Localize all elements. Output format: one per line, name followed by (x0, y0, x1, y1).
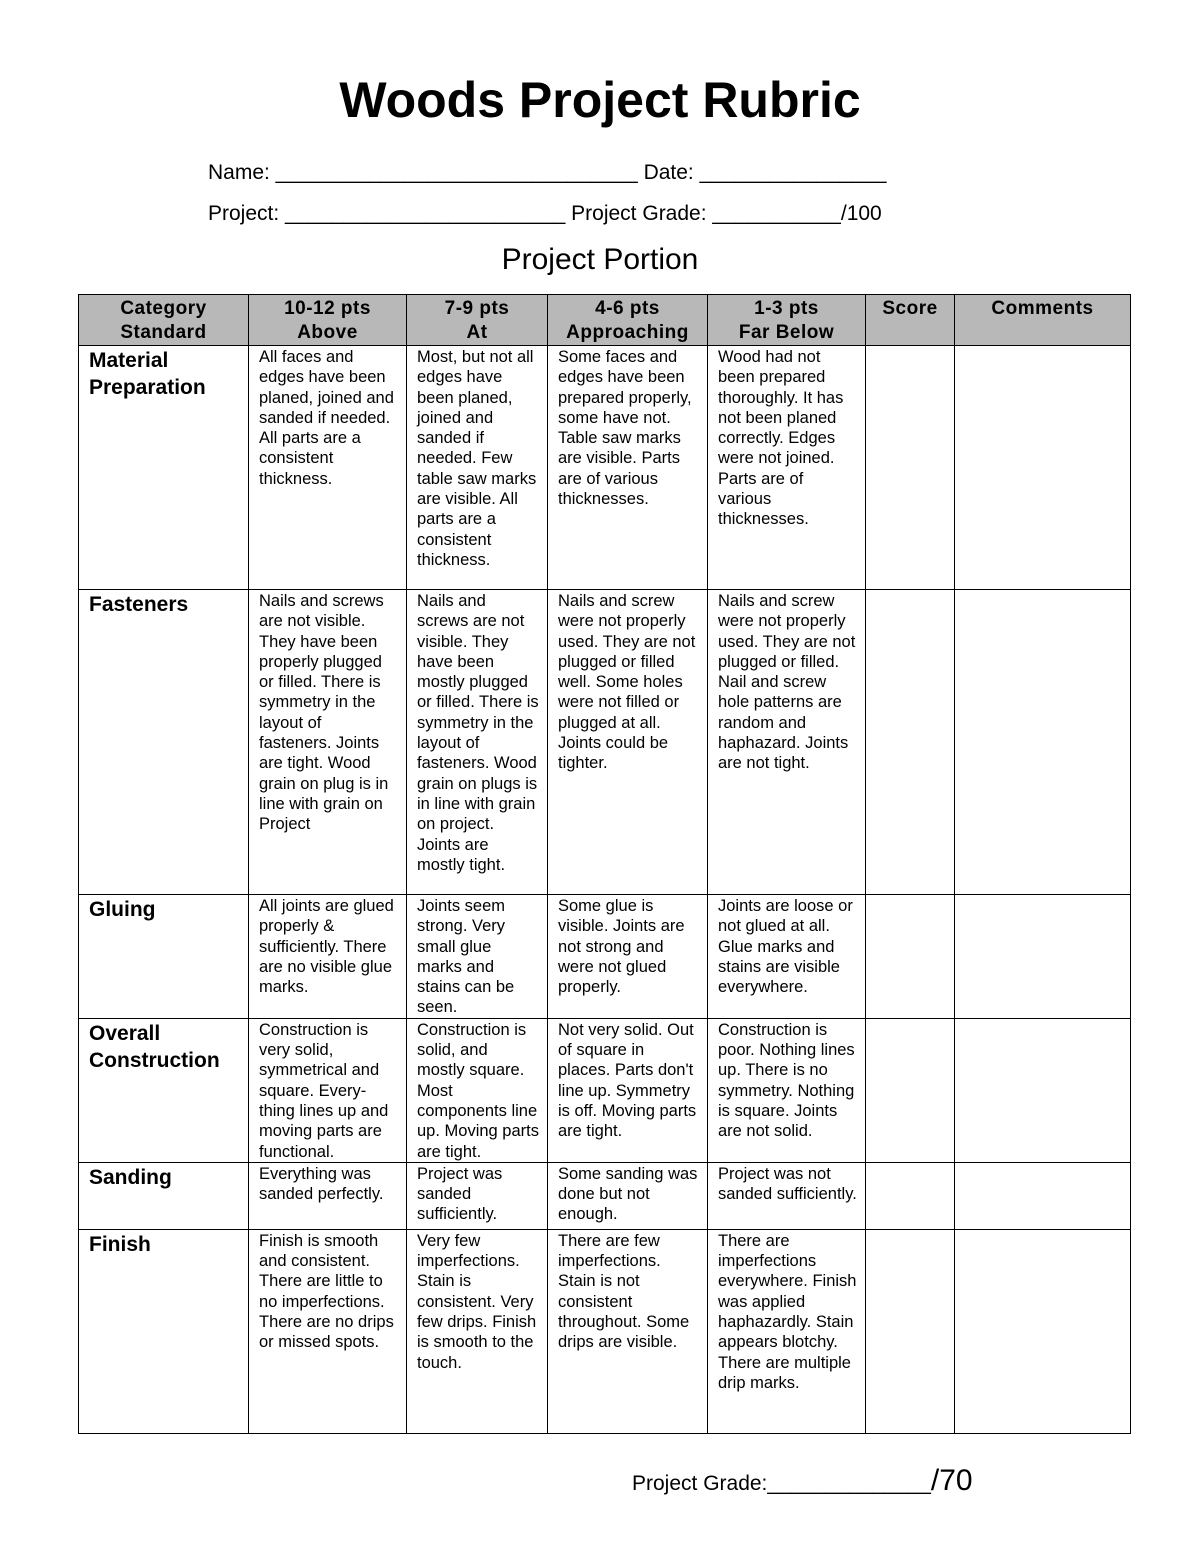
category-cell: Gluing (79, 895, 249, 1019)
at-cell: Nails and screws are not visible. They have been mostly plugged or filled. There is symmetry in the layout of fasteners. Wood grain on plugs is in line with grain on project. Joints are mostly tight. (407, 590, 548, 895)
table-row (79, 346, 1131, 590)
approaching-cell: Nails and screw were not properly used. They are not plugged or filled well. Some holes were not filled or plugged at all. Joints could be tighter. (548, 590, 708, 895)
page-title: Woods Project Rubric (339, 72, 861, 128)
bottom-grade-total: /70 (930, 1464, 973, 1497)
header-far-below: 1-3 pts Far Below (708, 295, 866, 346)
table-row (79, 1229, 1131, 1433)
at-cell: Construction is solid, and mostly square. Most components line up. Moving parts are tight. (407, 1018, 548, 1162)
score-cell[interactable] (866, 1162, 955, 1229)
header-comments: Comments (955, 295, 1131, 346)
header-approaching: 4-6 pts Approaching (548, 295, 708, 346)
approaching-cell: Some glue is visible. Joints are not strong and were not glued properly. (548, 895, 708, 1019)
table-row (79, 1018, 1131, 1162)
above-cell: Finish is smooth and consistent. There are little to no imperfections. There are no drips or missed spots. (249, 1229, 407, 1433)
above-cell: All faces and edges have been planed, joined and sanded if needed. All parts are a consistent thickness. (249, 346, 407, 590)
header-row (79, 295, 1131, 346)
comments-cell[interactable] (955, 346, 1131, 590)
far-below-cell: Nails and screw were not properly used. They are not plugged or filled. Nail and screw hole patterns are random and haphazard. Joints are not tight. (708, 590, 866, 895)
at-cell: Most, but not all edges have been planed, joined and sanded if needed. Few table saw marks are visible. All parts are a consistent thickness. (407, 346, 548, 590)
category-cell: Sanding (79, 1162, 249, 1229)
approaching-cell: Some faces and edges have been prepared properly, some have not. Table saw marks are visible. Parts are of various thicknesses. (548, 346, 708, 590)
approaching-cell: Not very solid. Out of square in places. Parts don't line up. Symmetry is off. Moving parts are tight. (548, 1018, 708, 1162)
score-cell[interactable] (866, 1018, 955, 1162)
table-row (79, 1162, 1131, 1229)
project-grade-line: Project: ________________________ Project Grade: ___________/100 (208, 202, 882, 225)
category-cell: Fasteners (79, 590, 249, 895)
comments-cell[interactable] (955, 1162, 1131, 1229)
header-category: Category Standard (79, 295, 249, 346)
score-cell[interactable] (866, 346, 955, 590)
header-score: Score (866, 295, 955, 346)
category-cell: Overall Construction (79, 1018, 249, 1162)
far-below-cell: Wood had not been prepared thoroughly. It has not been planed correctly. Edges were not joined. Parts are of various thicknesses. (708, 346, 866, 590)
bottom-project-grade (632, 1466, 973, 1499)
approaching-cell: Some sanding was done but not enough. (548, 1162, 708, 1229)
header-above: 10-12 pts Above (249, 295, 407, 346)
far-below-cell: Construction is poor. Nothing lines up. There is no symmetry. Nothing is square. Joints are not solid. (708, 1018, 866, 1162)
category-cell: Material Preparation (79, 346, 249, 590)
comments-cell[interactable] (955, 1018, 1131, 1162)
above-cell: All joints are glued properly & sufficiently. There are no visible glue marks. (249, 895, 407, 1019)
comments-cell[interactable] (955, 590, 1131, 895)
bottom-grade-label: Project Grade:______________ (632, 1472, 931, 1495)
at-cell: Project was sanded sufficiently. (407, 1162, 548, 1229)
score-cell[interactable] (866, 1229, 955, 1433)
far-below-cell: Joints are loose or not glued at all. Glue marks and stains are visible everywhere. (708, 895, 866, 1019)
above-cell: Construction is very solid, symmetrical and square. Every-thing lines up and moving parts are functional. (249, 1018, 407, 1162)
above-cell: Everything was sanded perfectly. (249, 1162, 407, 1229)
at-cell: Joints seem strong. Very small glue marks and stains can be seen. (407, 895, 548, 1019)
at-cell: Very few imperfections. Stain is consistent. Very few drips. Finish is smooth to the touch. (407, 1229, 548, 1433)
far-below-cell: Project was not sanded sufficiently. (708, 1162, 866, 1229)
category-cell: Finish (79, 1229, 249, 1433)
approaching-cell: There are few imperfections. Stain is not consistent throughout. Some drips are visible. (548, 1229, 708, 1433)
rubric-table (78, 294, 1131, 1434)
table-row (79, 590, 1131, 895)
table-row (79, 895, 1131, 1019)
above-cell: Nails and screws are not visible. They have been properly plugged or filled. There is symmetry in the layout of fasteners. Joints are tight. Wood grain on plug is in line with grain on Project (249, 590, 407, 895)
name-date-line: Name: _______________________________ Date: ________________ (208, 161, 887, 184)
comments-cell[interactable] (955, 895, 1131, 1019)
header-at: 7-9 pts At (407, 295, 548, 346)
score-cell[interactable] (866, 895, 955, 1019)
section-title: Project Portion (501, 243, 699, 276)
score-cell[interactable] (866, 590, 955, 895)
far-below-cell: There are imperfections everywhere. Finish was applied haphazardly. Stain appears blotchy. There are multiple drip marks. (708, 1229, 866, 1433)
comments-cell[interactable] (955, 1229, 1131, 1433)
